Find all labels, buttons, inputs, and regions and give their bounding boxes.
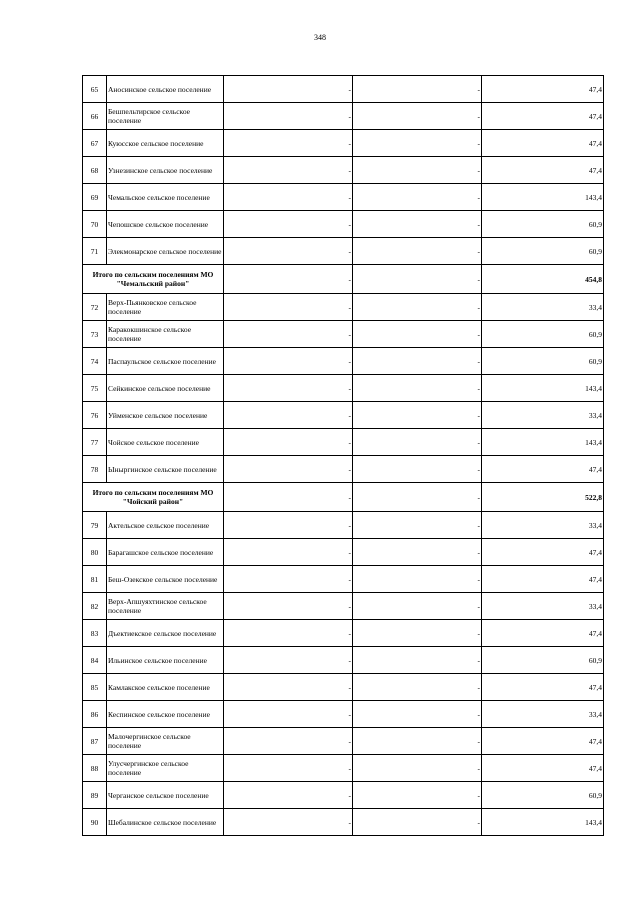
col2-value: - — [353, 620, 482, 647]
row-number: 87 — [83, 728, 107, 755]
col2-value: - — [353, 184, 482, 211]
col3-value: 47,4 — [482, 76, 604, 103]
table-row — [83, 755, 604, 782]
col2-value: - — [353, 728, 482, 755]
settlement-name: Паспаульское сельское поселение — [107, 348, 224, 375]
table-row — [83, 402, 604, 429]
row-number: 81 — [83, 566, 107, 593]
col2-value: - — [353, 809, 482, 836]
settlement-name: Камлакское сельское поселение — [107, 674, 224, 701]
row-number: 86 — [83, 701, 107, 728]
col3-value: 33,4 — [482, 593, 604, 620]
row-number: 78 — [83, 456, 107, 483]
budget-table — [82, 75, 604, 836]
table-row — [83, 348, 604, 375]
settlement-name: Барагашское сельское поселение — [107, 539, 224, 566]
col2-value: - — [353, 701, 482, 728]
col1-value: - — [224, 701, 353, 728]
settlement-name: Верх-Апшуяхтинское сельское поселение — [107, 593, 224, 620]
col2-value: - — [353, 402, 482, 429]
total-label: Итого по сельским поселениям МО "Чемальский район" — [83, 265, 224, 294]
col2-value: - — [353, 211, 482, 238]
settlement-name: Чепошское сельское поселение — [107, 211, 224, 238]
col1-value: - — [224, 512, 353, 539]
col1-value: - — [224, 238, 353, 265]
table-row — [83, 103, 604, 130]
settlement-name: Аносинское сельское поселение — [107, 76, 224, 103]
table-row — [83, 184, 604, 211]
row-number: 65 — [83, 76, 107, 103]
col1-value: - — [224, 809, 353, 836]
table-row — [83, 593, 604, 620]
settlement-name: Кеспинское сельское поселение — [107, 701, 224, 728]
col3-value: 47,4 — [482, 103, 604, 130]
table-row — [83, 76, 604, 103]
col2-value: - — [353, 593, 482, 620]
page-number: 348 — [314, 33, 326, 42]
col2-value: - — [353, 539, 482, 566]
col2-value: - — [353, 456, 482, 483]
col1-value: - — [224, 157, 353, 184]
col1-value: - — [224, 130, 353, 157]
col2-value: - — [353, 238, 482, 265]
col3-value: 33,4 — [482, 294, 604, 321]
col2-value: - — [353, 512, 482, 539]
total-label: Итого по сельским поселениям МО "Чойский район" — [83, 483, 224, 512]
row-number: 84 — [83, 647, 107, 674]
row-number: 69 — [83, 184, 107, 211]
col3-value: 47,4 — [482, 566, 604, 593]
table-row — [83, 674, 604, 701]
row-number: 76 — [83, 402, 107, 429]
settlement-name: Чемальское сельское поселение — [107, 184, 224, 211]
table-row — [83, 294, 604, 321]
col2-value: - — [353, 483, 482, 512]
table-row — [83, 375, 604, 402]
col3-value: 47,4 — [482, 157, 604, 184]
col2-value: - — [353, 76, 482, 103]
col1-value: - — [224, 755, 353, 782]
col3-value: 47,4 — [482, 755, 604, 782]
table-row — [83, 539, 604, 566]
col2-value: - — [353, 265, 482, 294]
settlement-name: Дъектиекское сельское поселение — [107, 620, 224, 647]
col3-value: 143,4 — [482, 375, 604, 402]
settlement-name: Сейкинское сельское поселение — [107, 375, 224, 402]
col1-value: - — [224, 539, 353, 566]
table-row — [83, 429, 604, 456]
col1-value: - — [224, 647, 353, 674]
table-row — [83, 647, 604, 674]
table-row — [83, 620, 604, 647]
col2-value: - — [353, 375, 482, 402]
table-row — [83, 701, 604, 728]
col3-value: 522,8 — [482, 483, 604, 512]
col1-value: - — [224, 429, 353, 456]
col1-value: - — [224, 402, 353, 429]
settlement-name: Уйменское сельское поселение — [107, 402, 224, 429]
settlement-name: Шебалинское сельское поселение — [107, 809, 224, 836]
table-row — [83, 321, 604, 348]
row-number: 75 — [83, 375, 107, 402]
col3-value: 60,9 — [482, 321, 604, 348]
col1-value: - — [224, 375, 353, 402]
row-number: 70 — [83, 211, 107, 238]
col3-value: 33,4 — [482, 512, 604, 539]
row-number: 74 — [83, 348, 107, 375]
col2-value: - — [353, 755, 482, 782]
total-row — [83, 483, 604, 512]
col2-value: - — [353, 103, 482, 130]
row-number: 82 — [83, 593, 107, 620]
table-row — [83, 512, 604, 539]
row-number: 85 — [83, 674, 107, 701]
col3-value: 60,9 — [482, 348, 604, 375]
col1-value: - — [224, 76, 353, 103]
settlement-name: Бешпельтирское сельское поселение — [107, 103, 224, 130]
col3-value: 47,4 — [482, 728, 604, 755]
col3-value: 47,4 — [482, 456, 604, 483]
col3-value: 143,4 — [482, 809, 604, 836]
col1-value: - — [224, 728, 353, 755]
table-row — [83, 728, 604, 755]
col3-value: 33,4 — [482, 701, 604, 728]
col3-value: 60,9 — [482, 211, 604, 238]
settlement-name: Элекмонарское сельское поселение — [107, 238, 224, 265]
col2-value: - — [353, 294, 482, 321]
row-number: 77 — [83, 429, 107, 456]
settlement-name: Актельское сельское поселение — [107, 512, 224, 539]
col2-value: - — [353, 674, 482, 701]
col3-value: 454,8 — [482, 265, 604, 294]
row-number: 89 — [83, 782, 107, 809]
row-number: 88 — [83, 755, 107, 782]
col2-value: - — [353, 130, 482, 157]
table-row — [83, 238, 604, 265]
col1-value: - — [224, 348, 353, 375]
col1-value: - — [224, 211, 353, 238]
table-row — [83, 566, 604, 593]
row-number: 80 — [83, 539, 107, 566]
row-number: 72 — [83, 294, 107, 321]
col1-value: - — [224, 456, 353, 483]
col2-value: - — [353, 321, 482, 348]
col3-value: 33,4 — [482, 402, 604, 429]
col1-value: - — [224, 566, 353, 593]
settlement-name: Беш-Озекское сельское поселение — [107, 566, 224, 593]
col1-value: - — [224, 294, 353, 321]
col2-value: - — [353, 429, 482, 456]
col3-value: 47,4 — [482, 674, 604, 701]
table-row — [83, 456, 604, 483]
col3-value: 47,4 — [482, 130, 604, 157]
col2-value: - — [353, 647, 482, 674]
table-body — [83, 76, 604, 836]
table-row — [83, 157, 604, 184]
col1-value: - — [224, 620, 353, 647]
settlement-name: Куюсское сельское поселение — [107, 130, 224, 157]
col3-value: 60,9 — [482, 647, 604, 674]
row-number: 79 — [83, 512, 107, 539]
col2-value: - — [353, 348, 482, 375]
row-number: 67 — [83, 130, 107, 157]
col3-value: 47,4 — [482, 539, 604, 566]
table-row — [83, 782, 604, 809]
col3-value: 47,4 — [482, 620, 604, 647]
col1-value: - — [224, 593, 353, 620]
settlement-name: Каракокшинское сельское поселение — [107, 321, 224, 348]
settlement-name: Ыныргинское сельское поселение — [107, 456, 224, 483]
col1-value: - — [224, 265, 353, 294]
total-row — [83, 265, 604, 294]
col1-value: - — [224, 674, 353, 701]
settlement-name: Узнезинское сельское поселение — [107, 157, 224, 184]
table-row — [83, 809, 604, 836]
row-number: 90 — [83, 809, 107, 836]
row-number: 68 — [83, 157, 107, 184]
col2-value: - — [353, 157, 482, 184]
settlement-name: Малочергинское сельское поселение — [107, 728, 224, 755]
row-number: 83 — [83, 620, 107, 647]
settlement-name: Верх-Пьянковское сельское поселение — [107, 294, 224, 321]
col1-value: - — [224, 184, 353, 211]
col3-value: 60,9 — [482, 782, 604, 809]
settlement-name: Чойское сельское поселение — [107, 429, 224, 456]
col3-value: 60,9 — [482, 238, 604, 265]
table-row — [83, 130, 604, 157]
settlement-name: Ильинское сельское поселение — [107, 647, 224, 674]
col1-value: - — [224, 782, 353, 809]
table-row — [83, 211, 604, 238]
settlement-name: Черганское сельское поселение — [107, 782, 224, 809]
col3-value: 143,4 — [482, 184, 604, 211]
row-number: 66 — [83, 103, 107, 130]
col3-value: 143,4 — [482, 429, 604, 456]
col2-value: - — [353, 782, 482, 809]
settlement-name: Улусчергинское сельское поселение — [107, 755, 224, 782]
row-number: 71 — [83, 238, 107, 265]
row-number: 73 — [83, 321, 107, 348]
col2-value: - — [353, 566, 482, 593]
col1-value: - — [224, 483, 353, 512]
col1-value: - — [224, 321, 353, 348]
col1-value: - — [224, 103, 353, 130]
